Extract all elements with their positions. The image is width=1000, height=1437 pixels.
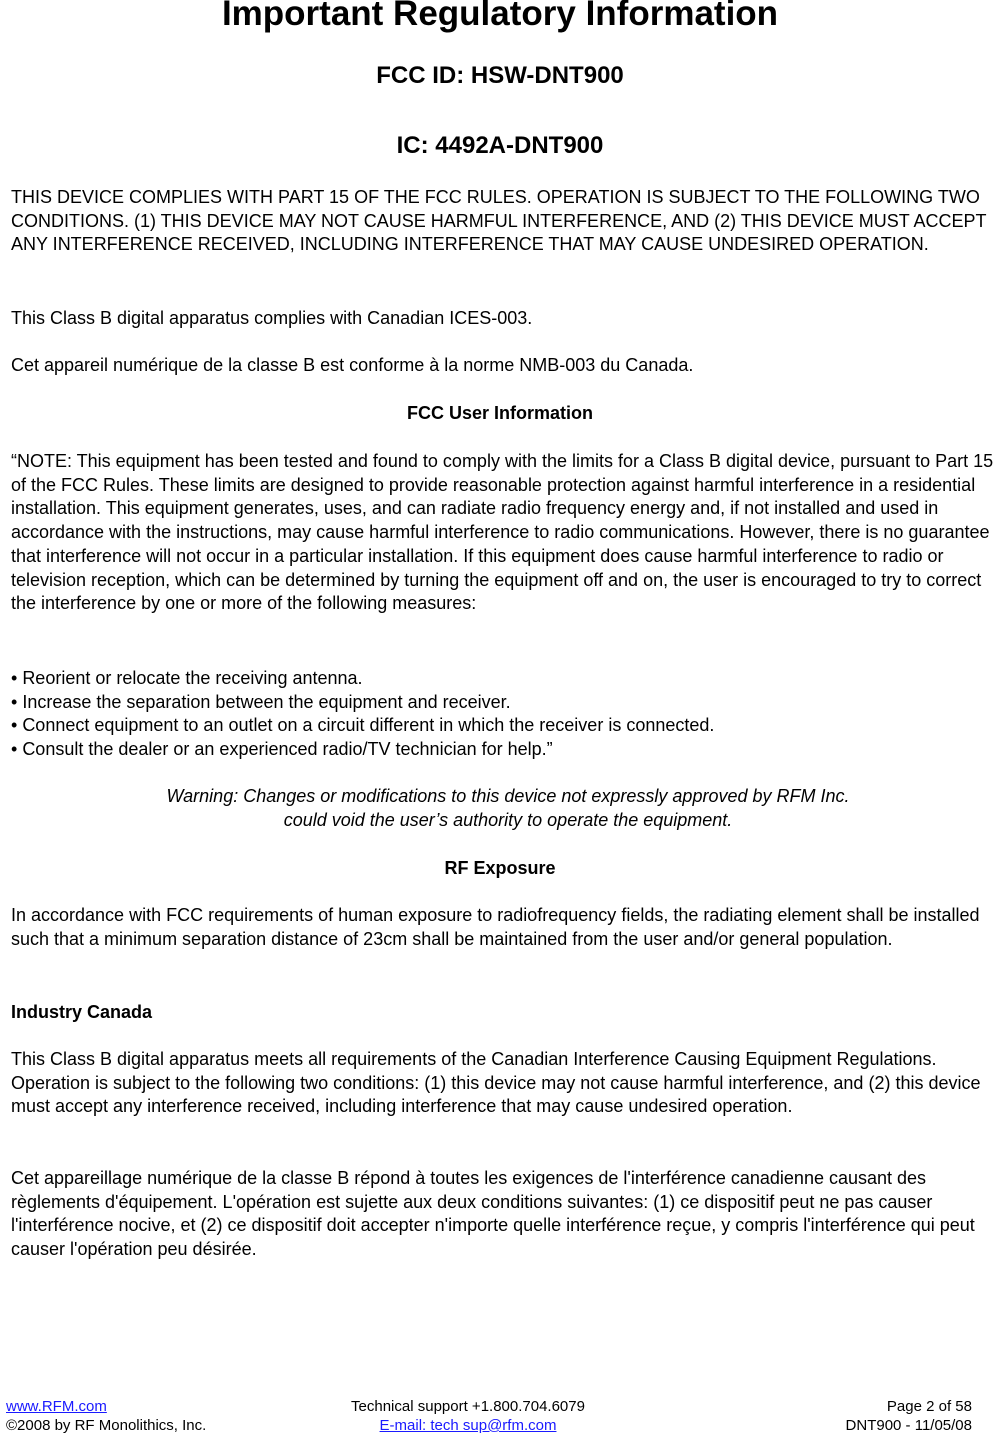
- support-email-link[interactable]: E-mail: tech sup@rfm.com: [379, 1417, 557, 1434]
- list-item: • Consult the dealer or an experienced radio/TV technician for help.”: [11, 738, 991, 762]
- compliance-statement: THIS DEVICE COMPLIES WITH PART 15 OF THE FCC RULES. OPERATION IS SUBJECT TO THE FOLLOWING TWO CONDITIONS. (1) THIS DEVICE MAY NOT CAUSE HARMFUL INTERFERENCE, AND (2) THIS DEVICE MUST ACCEPT ANY INTERFERENCE RECEIVED, INCLUDING INTERFERENCE THAT MAY CAUSE UNDESIRED OPERATION.: [11, 187, 987, 255]
- industry-canada-heading: Industry Canada: [11, 1002, 153, 1022]
- list-item: • Reorient or relocate the receiving antenna.: [11, 667, 991, 691]
- fcc-id: FCC ID: HSW-DNT900: [376, 62, 624, 89]
- support-phone: Technical support +1.800.704.6079: [351, 1398, 585, 1415]
- rf-exposure-heading: RF Exposure: [444, 858, 556, 878]
- warning-line-1: Warning: Changes or modifications to this device not expressly approved by RFM Inc.: [166, 786, 850, 806]
- copyright: ©2008 by RF Monolithics, Inc.: [6, 1417, 207, 1434]
- industry-canada-en: This Class B digital apparatus meets all requirements of the Canadian Interference Causing Equipment Regulations. Operation is subject to the following two conditions: (1) this device may not cause harmful interference, and (2) this device must accept any interference received, including interference that may cause undesired operation.: [11, 1049, 981, 1117]
- industry-canada-fr: Cet appareillage numérique de la classe B répond à toutes les exigences de l'interférence canadienne causant des règlements d'équipement. L'opération est sujette aux deux conditions suivantes: (1) ce dispositif peut ne pas causer l'interférence nocive, et (2) ce dispositif doit accepter n'importe quelle interférence reçue, y compris l'interférence qui peut causer l'opération peu désirée.: [11, 1168, 975, 1260]
- fcc-note: “NOTE: This equipment has been tested and found to comply with the limits for a Class B digital device, pursuant to Part 15 of the FCC Rules. These limits are designed to provide reasonable protection against harmful interference in a residential installation. This equipment generates, uses, and can radiate radio frequency energy and, if not installed and used in accordance with the instructions, may cause harmful interference to radio communications. However, there is no guarantee that interference will not occur in a particular installation. If this equipment does cause harmful interference to radio or television reception, which can be determined by turning the equipment off and on, the user is encouraged to try to correct the interference by one or more of the following measures:: [11, 451, 994, 614]
- warning-line-2: could void the user’s authority to operate the equipment.: [283, 810, 733, 830]
- class-b-en: This Class B digital apparatus complies with Canadian ICES-003.: [11, 308, 533, 328]
- ic-id: IC: 4492A-DNT900: [396, 132, 604, 159]
- measures-list: [11, 667, 991, 761]
- list-item: • Connect equipment to an outlet on a circuit different in which the receiver is connected.: [11, 714, 991, 738]
- fcc-user-heading: FCC User Information: [406, 403, 593, 423]
- page-title: Important Regulatory Information: [221, 0, 779, 33]
- class-b-fr: Cet appareil numérique de la classe B est conforme à la norme NMB-003 du Canada.: [11, 355, 694, 375]
- page-number: Page 2 of 58: [886, 1398, 972, 1415]
- website-link[interactable]: www.RFM.com: [6, 1398, 107, 1415]
- doc-id: DNT900 - 11/05/08: [845, 1417, 972, 1434]
- list-item: • Increase the separation between the equipment and receiver.: [11, 691, 991, 715]
- rf-exposure-text: In accordance with FCC requirements of human exposure to radiofrequency fields, the radiating element shall be installed such that a minimum separation distance of 23cm shall be maintained from the user and/or general population.: [11, 905, 980, 949]
